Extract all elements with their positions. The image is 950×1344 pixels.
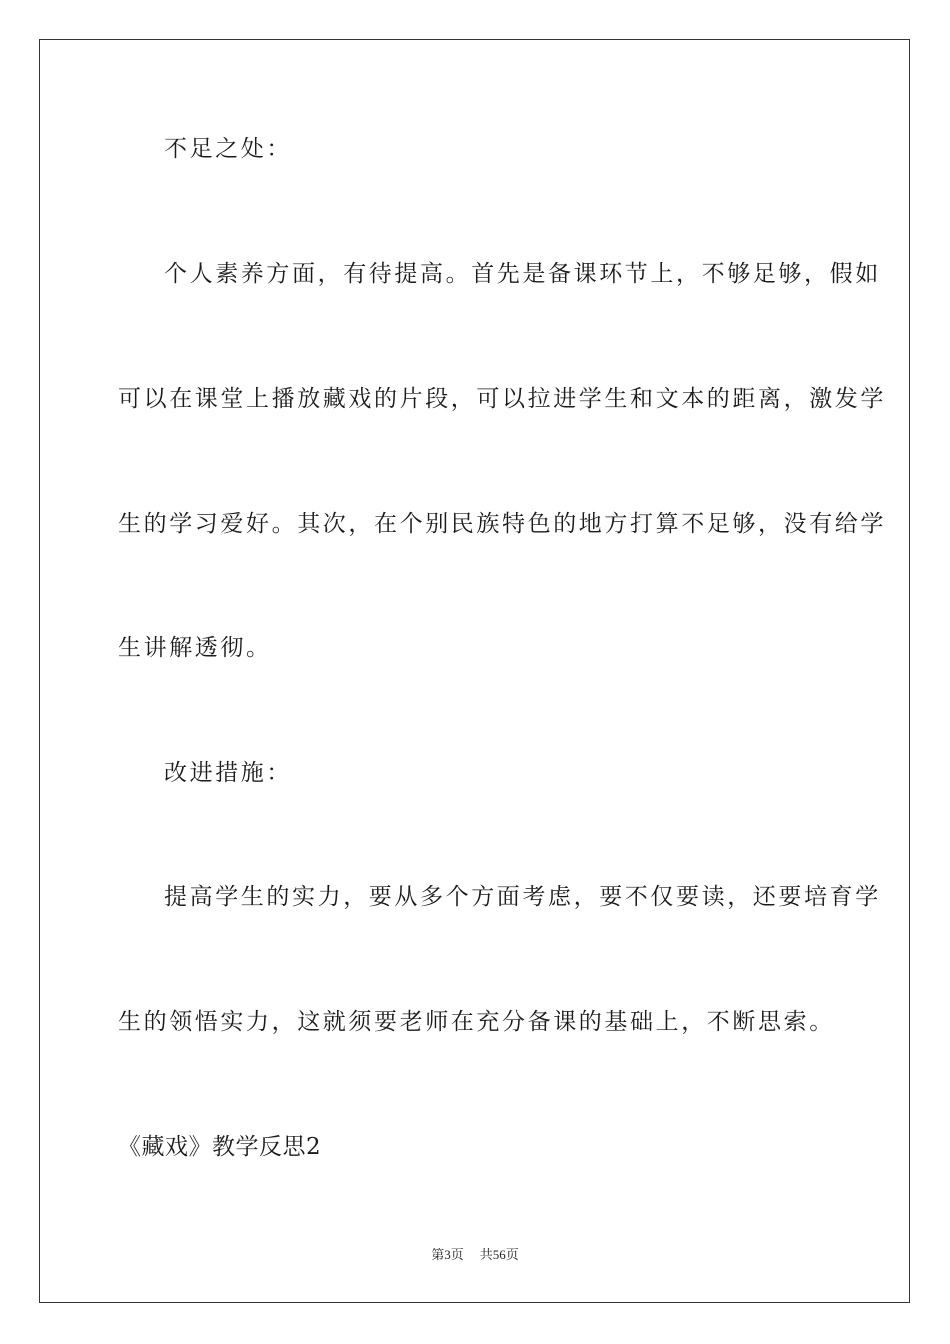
page-frame: [39, 39, 910, 1303]
paragraph-line: 个人素养方面，有待提高。首先是备课环节上，不够足够，假如: [164, 261, 881, 287]
paragraph-line: 生的学习爱好。其次，在个别民族特色的地方打算不足够，没有给学: [118, 511, 886, 537]
page-footer: [0, 1246, 950, 1264]
page-number: 第3页: [431, 1247, 464, 1262]
paragraph-line: 生讲解透彻。: [118, 635, 272, 661]
section-heading-improvements: 改进措施：: [164, 760, 292, 786]
article-title: 《藏戏》教学反思2: [118, 1134, 322, 1160]
page-total: 共56页: [479, 1247, 519, 1262]
section-heading-shortcomings: 不足之处：: [164, 136, 292, 162]
paragraph-line: 生的领悟实力，这就须要老师在充分备课的基础上，不断思索。: [118, 1009, 835, 1035]
paragraph-line: 可以在课堂上播放藏戏的片段，可以拉进学生和文本的距离，激发学: [118, 386, 886, 412]
paragraph-line: 提高学生的实力，要从多个方面考虑，要不仅要读，还要培育学: [164, 884, 881, 910]
